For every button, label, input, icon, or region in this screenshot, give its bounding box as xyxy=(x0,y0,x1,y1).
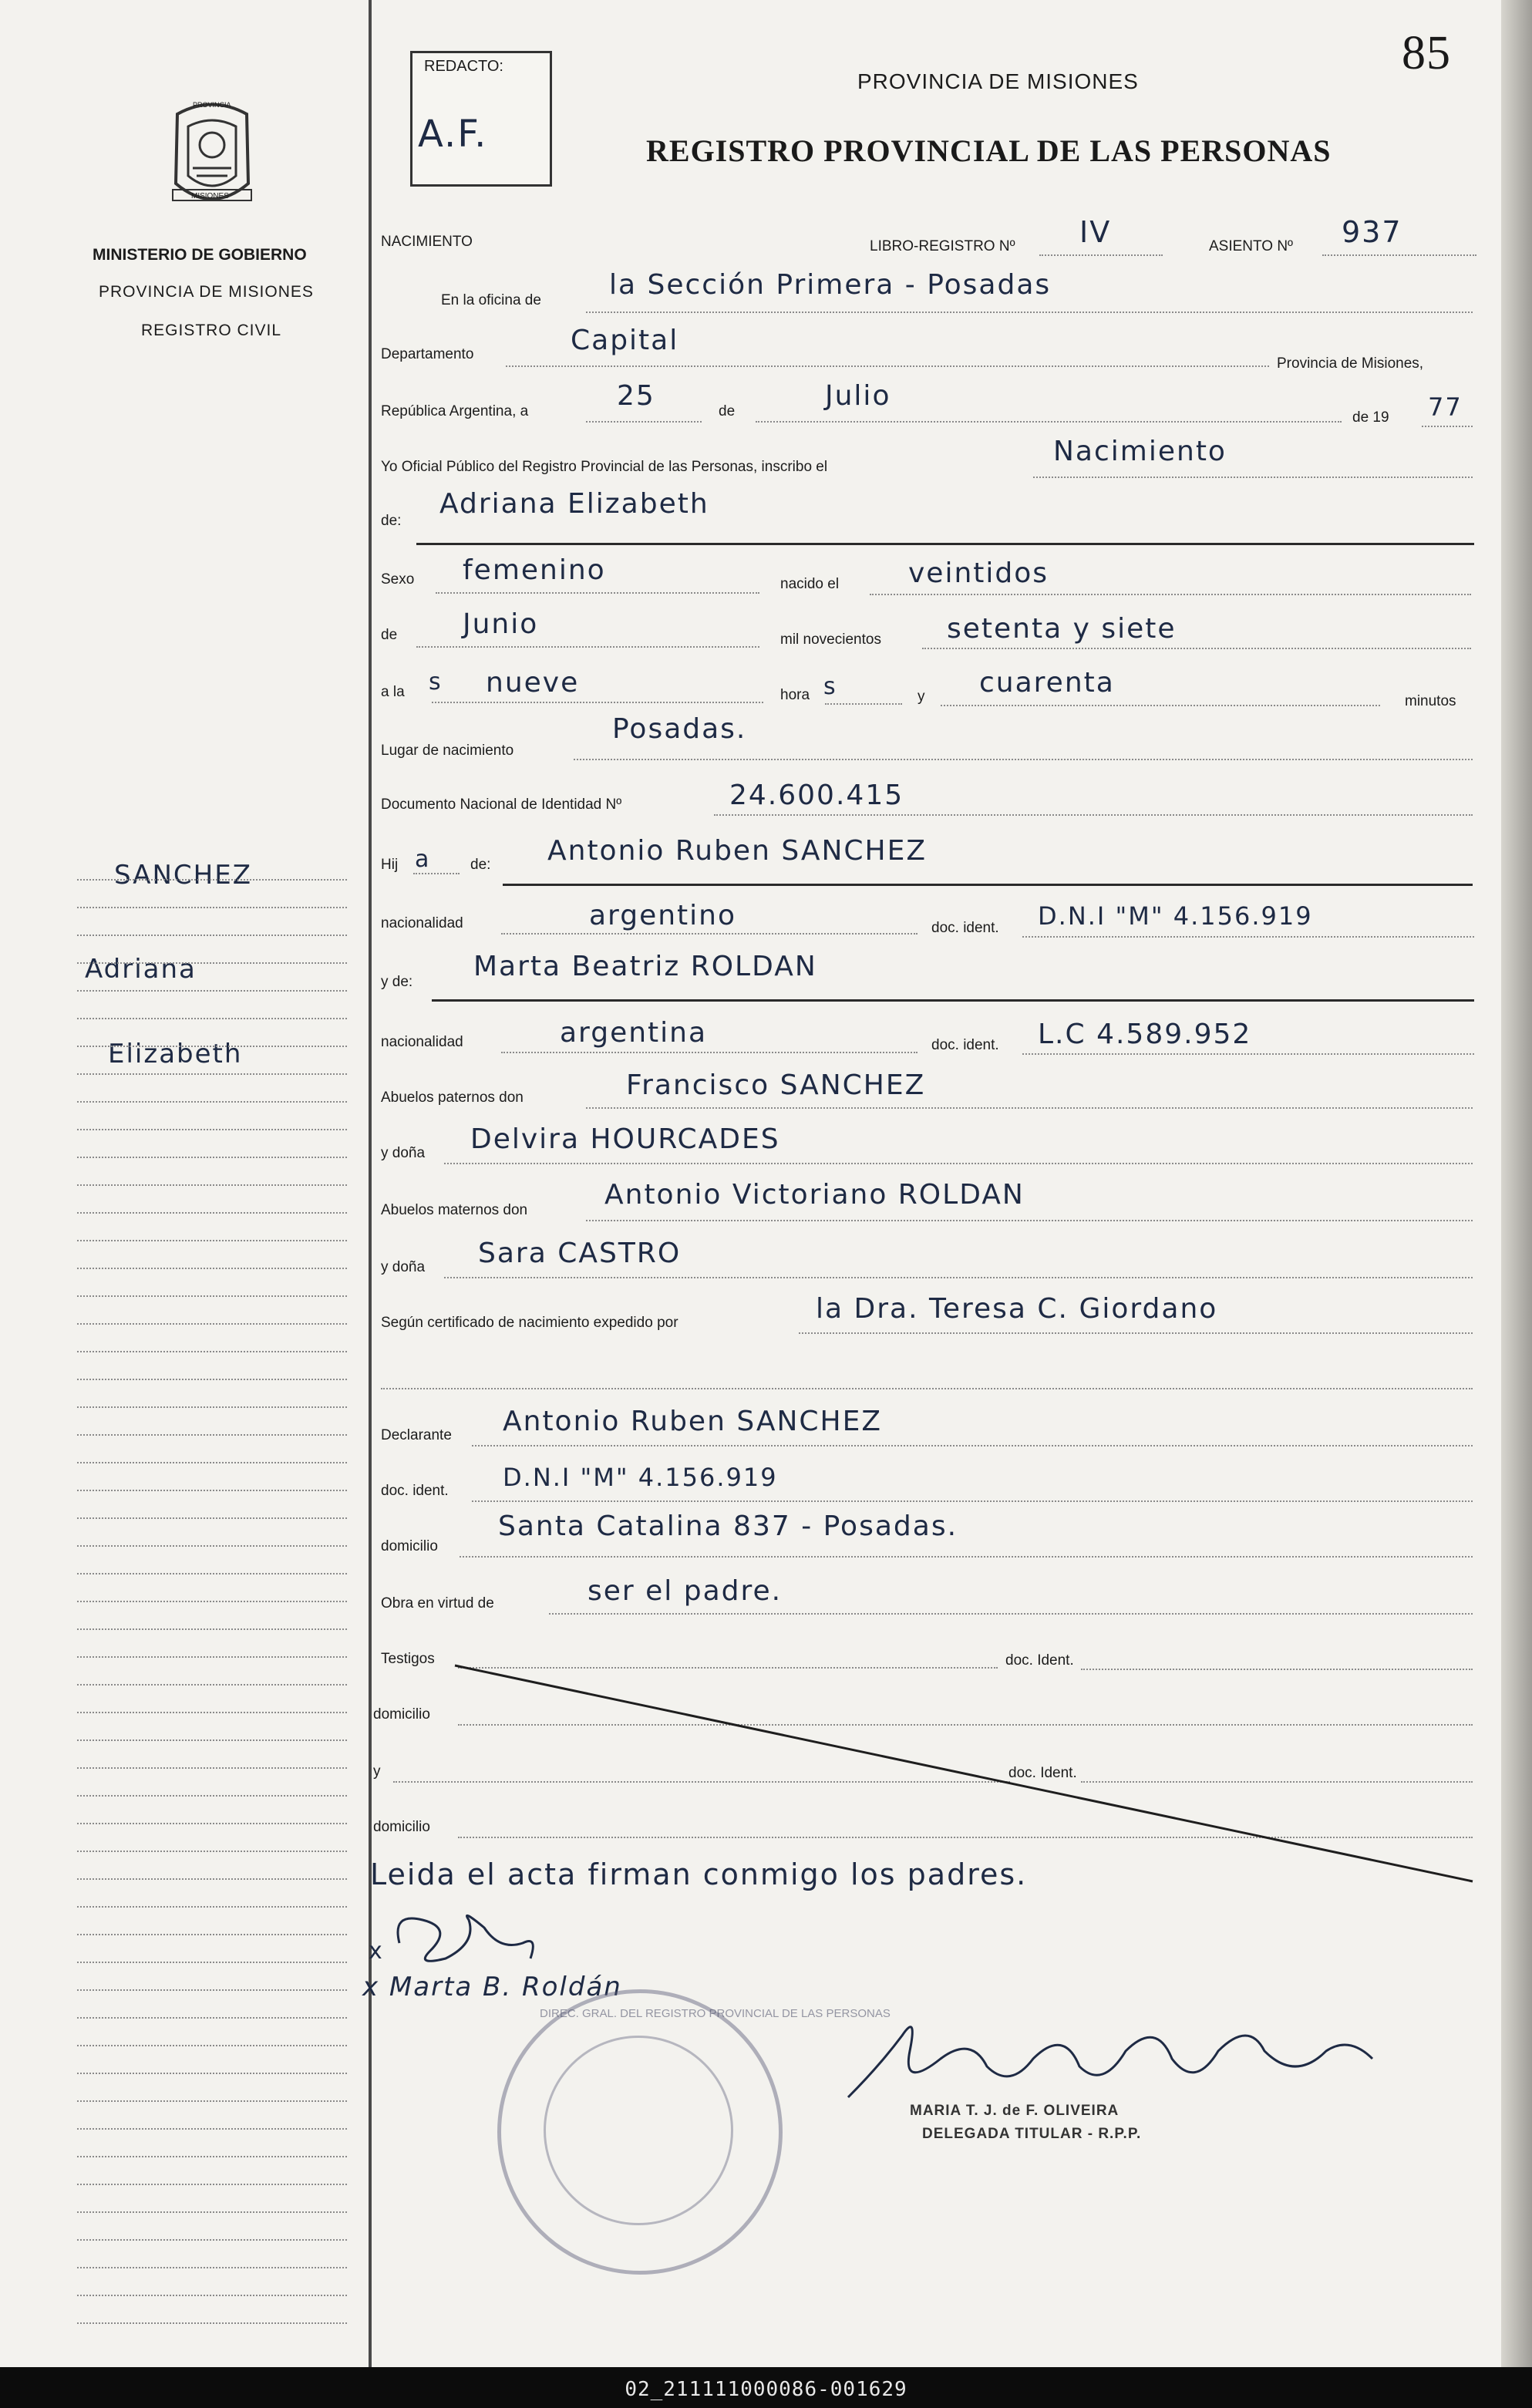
margin-ruled-line xyxy=(77,1989,347,1991)
margin-ruled-line xyxy=(77,935,347,936)
margin-ruled-line xyxy=(77,907,347,908)
margin-ruled-line xyxy=(77,962,347,964)
margin-ruled-line xyxy=(77,1906,347,1908)
margin-ruled-line xyxy=(77,990,347,992)
margin-ruled-line xyxy=(77,1046,347,1047)
abuelo-mat-value: Antonio Victoriano ROLDAN xyxy=(604,1179,1025,1211)
margin-ruled-line xyxy=(77,1767,347,1769)
cancellation-line xyxy=(447,1658,1480,1889)
page-number: 85 xyxy=(1402,27,1451,79)
emblem-text-top: PROVINCIA xyxy=(193,101,231,109)
sidebar-province-label: PROVINCIA DE MISIONES xyxy=(99,283,314,301)
hora-s-dots xyxy=(825,703,902,705)
madre-doc-value: L.C 4.589.952 xyxy=(1038,1019,1252,1050)
sexo-label: Sexo xyxy=(381,571,415,588)
margin-ruled-line xyxy=(77,1684,347,1686)
padre-doc-dots xyxy=(1022,936,1474,938)
padre-nac-value: argentino xyxy=(589,900,737,931)
margin-ruled-line xyxy=(77,2239,347,2241)
margin-ruled-line xyxy=(77,1795,347,1797)
obra-dots xyxy=(549,1613,1473,1615)
domicilio-dots xyxy=(460,1556,1473,1558)
mil-label: mil novecientos xyxy=(780,631,881,648)
tipo-dots xyxy=(1033,477,1473,478)
padre-nac-dots xyxy=(501,933,918,935)
de-19-label: de 19 xyxy=(1352,409,1389,426)
svg-text:x: x xyxy=(369,1938,382,1965)
margin-ruled-line xyxy=(77,1157,347,1158)
margin-ruled-line xyxy=(77,1434,347,1436)
margin-ruled-line xyxy=(77,1184,347,1186)
margin-ruled-line xyxy=(77,1517,347,1519)
nacido-value: veintidos xyxy=(908,557,1049,589)
redacto-initials: A.F. xyxy=(418,113,488,156)
y-label: y xyxy=(918,689,925,705)
de-label: de xyxy=(719,403,736,419)
margin-ruled-line xyxy=(77,2045,347,2046)
official-name: MARIA T. J. de F. OLIVEIRA xyxy=(910,2103,1120,2119)
image-caption: 02_211111000086-001629 xyxy=(625,2378,907,2401)
civil-registry-label: REGISTRO CIVIL xyxy=(141,322,282,339)
mother-signature: x Marta B. Roldán xyxy=(362,1972,622,2002)
margin-ruled-line xyxy=(77,2184,347,2185)
madre-nac-dots xyxy=(501,1052,918,1053)
nacido-anio-dots xyxy=(922,648,1471,649)
name-value: Adriana Elizabeth xyxy=(439,488,709,520)
abuela-mat-dots xyxy=(444,1277,1473,1278)
y-dona2-label: y doña xyxy=(381,1259,426,1275)
anio-value: 77 xyxy=(1428,392,1463,422)
registry-title: REGISTRO PROVINCIAL DE LAS PERSONAS xyxy=(646,133,1332,168)
father-underline xyxy=(503,884,1473,886)
madre-doc-dots xyxy=(1022,1053,1474,1055)
declarante-doc-dots xyxy=(472,1500,1473,1502)
declarante-label: Declarante xyxy=(381,1427,452,1443)
y-t-label: y xyxy=(373,1763,381,1780)
margin-ruled-line xyxy=(77,2322,347,2324)
domicilio-value: Santa Catalina 837 - Posadas. xyxy=(498,1510,958,1542)
hora-label: hora xyxy=(780,687,810,703)
doc-ident-t1-label: doc. Ident. xyxy=(1005,1652,1074,1669)
hora-s-value: s xyxy=(823,673,837,700)
hij-suffix-value: a xyxy=(415,846,431,873)
y-de-label: y de: xyxy=(381,974,413,990)
anio-dots xyxy=(1422,426,1473,427)
official-title: DELEGADA TITULAR - R.P.P. xyxy=(922,2126,1142,2142)
doc-ident-t2-label: doc. Ident. xyxy=(1008,1765,1077,1781)
sexo-value: femenino xyxy=(463,554,606,586)
dia-value: 25 xyxy=(617,380,655,412)
name-underline xyxy=(416,543,1474,545)
nacido-mes-dots xyxy=(416,646,759,648)
abuelo-mat-dots xyxy=(586,1220,1473,1221)
oficial-label: Yo Oficial Público del Registro Provincial de las Personas, inscribo el xyxy=(381,459,828,475)
margin-ruled-line xyxy=(77,1739,347,1741)
de3-label: de: xyxy=(470,857,491,873)
margin-ruled-line xyxy=(77,1462,347,1463)
domicilio-t1-label: domicilio xyxy=(373,1706,430,1723)
a-la-s-value: s xyxy=(429,669,443,695)
margin-ruled-line xyxy=(77,1573,347,1574)
page-edge xyxy=(1501,0,1532,2367)
father-value: Antonio Ruben SANCHEZ xyxy=(547,835,928,867)
oficina-value: la Sección Primera - Posadas xyxy=(609,269,1052,301)
abuelo-pat-value: Francisco SANCHEZ xyxy=(626,1069,926,1101)
header-province: PROVINCIA DE MISIONES xyxy=(857,69,1139,93)
certificado-dots xyxy=(799,1332,1473,1334)
margin-ruled-line xyxy=(77,1406,347,1408)
libro-label: LIBRO-REGISTRO Nº xyxy=(870,238,1015,254)
margin-ruled-line xyxy=(77,1490,347,1491)
dia-dots xyxy=(586,421,702,423)
official-signature xyxy=(833,2005,1388,2113)
margin-ruled-line xyxy=(77,1878,347,1880)
margin-surname: SANCHEZ xyxy=(114,860,252,891)
sexo-dots xyxy=(436,592,759,594)
padre-doc-value: D.N.I "M" 4.156.919 xyxy=(1038,901,1313,931)
official-seal-inner xyxy=(544,2036,733,2225)
departamento-dots xyxy=(506,365,1269,367)
doc-ident3-label: doc. ident. xyxy=(381,1483,449,1499)
minutos-value: cuarenta xyxy=(979,667,1115,699)
declarante-value: Antonio Ruben SANCHEZ xyxy=(503,1406,883,1437)
margin-ruled-line xyxy=(77,1268,347,1269)
margin-ruled-line xyxy=(77,1073,347,1075)
asiento-value: 937 xyxy=(1342,215,1402,249)
obra-value: ser el padre. xyxy=(588,1575,783,1607)
segun-label: Según certificado de nacimiento expedido por xyxy=(381,1315,678,1331)
hora-dots xyxy=(432,702,763,703)
dni-value: 24.600.415 xyxy=(729,780,904,811)
doc-ident-label: doc. ident. xyxy=(931,920,999,936)
ministry-label: MINISTERIO DE GOBIERNO xyxy=(93,246,307,264)
asiento-label: ASIENTO Nº xyxy=(1209,238,1293,254)
margin-ruled-line xyxy=(77,1018,347,1019)
mes-value: Julio xyxy=(825,380,891,412)
mother-value: Marta Beatriz ROLDAN xyxy=(473,951,817,982)
dni-dots xyxy=(714,814,1473,816)
oficina-dots xyxy=(586,312,1473,313)
margin-middle-name: Elizabeth xyxy=(108,1039,243,1069)
margin-ruled-line xyxy=(77,1962,347,1963)
margin-ruled-line xyxy=(77,1601,347,1602)
margin-ruled-line xyxy=(77,2267,347,2268)
abuela-pat-dots xyxy=(444,1163,1473,1164)
margin-ruled-line xyxy=(77,1656,347,1658)
declarante-dots xyxy=(472,1445,1473,1446)
lugar-label: Lugar de nacimiento xyxy=(381,743,514,759)
margin-ruled-line xyxy=(77,879,347,881)
republica-label: República Argentina, a xyxy=(381,403,529,419)
declarante-doc-value: D.N.I "M" 4.156.919 xyxy=(503,1463,778,1492)
minutos-label: minutos xyxy=(1405,693,1456,709)
margin-ruled-line xyxy=(77,1351,347,1352)
domicilio-t2-label: domicilio xyxy=(373,1819,430,1835)
margin-ruled-line xyxy=(77,1212,347,1214)
father-signature xyxy=(369,1905,561,1974)
testigos-label: Testigos xyxy=(381,1651,435,1667)
y-dona-label: y doña xyxy=(381,1145,426,1161)
de-colon-label: de: xyxy=(381,513,402,529)
abuela-pat-value: Delvira HOURCADES xyxy=(470,1123,780,1155)
margin-ruled-line xyxy=(77,2128,347,2130)
lugar-dots xyxy=(574,759,1473,760)
madre-nac-value: argentina xyxy=(560,1017,708,1049)
provincia-label: Provincia de Misiones, xyxy=(1277,355,1424,372)
margin-divider xyxy=(369,0,372,2367)
de2-label: de xyxy=(381,627,398,643)
margin-ruled-line xyxy=(77,1240,347,1241)
certificado-dots-2 xyxy=(381,1388,1473,1389)
nacionalidad-label: nacionalidad xyxy=(381,915,463,931)
abuela-mat-value: Sara CASTRO xyxy=(478,1238,682,1269)
margin-ruled-line xyxy=(77,1851,347,1852)
mother-underline xyxy=(432,999,1474,1002)
margin-ruled-line xyxy=(77,2156,347,2157)
seal-text: DIREC. GRAL. DEL REGISTRO PROVINCIAL DE LAS PERSONAS xyxy=(540,2007,891,2020)
margin-ruled-line xyxy=(77,1323,347,1325)
emblem-text-bottom: MISIONES xyxy=(191,192,229,200)
abuelos-mat-label: Abuelos maternos don xyxy=(381,1202,528,1218)
margin-ruled-line xyxy=(77,1545,347,1547)
redacto-label: REDACTO: xyxy=(424,58,503,75)
margin-ruled-line xyxy=(77,2073,347,2074)
nacido-anio-value: setenta y siete xyxy=(947,613,1177,645)
hora-value: nueve xyxy=(486,667,580,699)
closing-statement: Leida el acta firman conmigo los padres. xyxy=(370,1857,1028,1891)
oficina-label: En la oficina de xyxy=(441,292,541,308)
tipo-value: Nacimiento xyxy=(1053,436,1227,467)
margin-ruled-line xyxy=(77,1295,347,1297)
margin-ruled-line xyxy=(77,1379,347,1380)
departamento-value: Capital xyxy=(571,325,679,356)
obra-label: Obra en virtud de xyxy=(381,1595,494,1612)
asiento-dots xyxy=(1322,254,1476,256)
minutos-dots xyxy=(941,705,1380,706)
libro-value: IV xyxy=(1079,215,1112,249)
doc-ident2-label: doc. ident. xyxy=(931,1037,999,1053)
nacido-mes-value: Junio xyxy=(463,608,539,640)
hij-dots xyxy=(413,873,460,874)
margin-ruled-line xyxy=(77,2211,347,2213)
departamento-label: Departamento xyxy=(381,346,474,362)
certificado-value: la Dra. Teresa C. Giordano xyxy=(816,1293,1218,1325)
margin-ruled-line xyxy=(77,2295,347,2296)
margin-ruled-line xyxy=(77,1101,347,1103)
a-la-label: a la xyxy=(381,684,405,700)
dni-label: Documento Nacional de Identidad Nº xyxy=(381,796,622,813)
margin-ruled-line xyxy=(77,1712,347,1713)
margin-ruled-line xyxy=(77,1934,347,1935)
abuelo-pat-dots xyxy=(586,1107,1473,1109)
margin-ruled-line xyxy=(77,1129,347,1130)
libro-dots xyxy=(1039,254,1163,256)
abuelos-pat-label: Abuelos paternos don xyxy=(381,1089,524,1106)
nacido-dots xyxy=(870,594,1471,595)
lugar-value: Posadas. xyxy=(612,713,747,745)
nacimiento-label: NACIMIENTO xyxy=(381,234,473,250)
margin-ruled-line xyxy=(77,2100,347,2102)
margin-ruled-line xyxy=(77,1628,347,1630)
margin-ruled-line xyxy=(77,1823,347,1824)
margin-first-name: Adriana xyxy=(85,954,197,985)
mes-dots xyxy=(756,421,1342,423)
domicilio-label: domicilio xyxy=(381,1538,438,1554)
nacionalidad2-label: nacionalidad xyxy=(381,1034,463,1050)
margin-ruled-line xyxy=(77,2017,347,2019)
nacido-label: nacido el xyxy=(780,576,840,592)
hij-label: Hij xyxy=(381,857,399,873)
